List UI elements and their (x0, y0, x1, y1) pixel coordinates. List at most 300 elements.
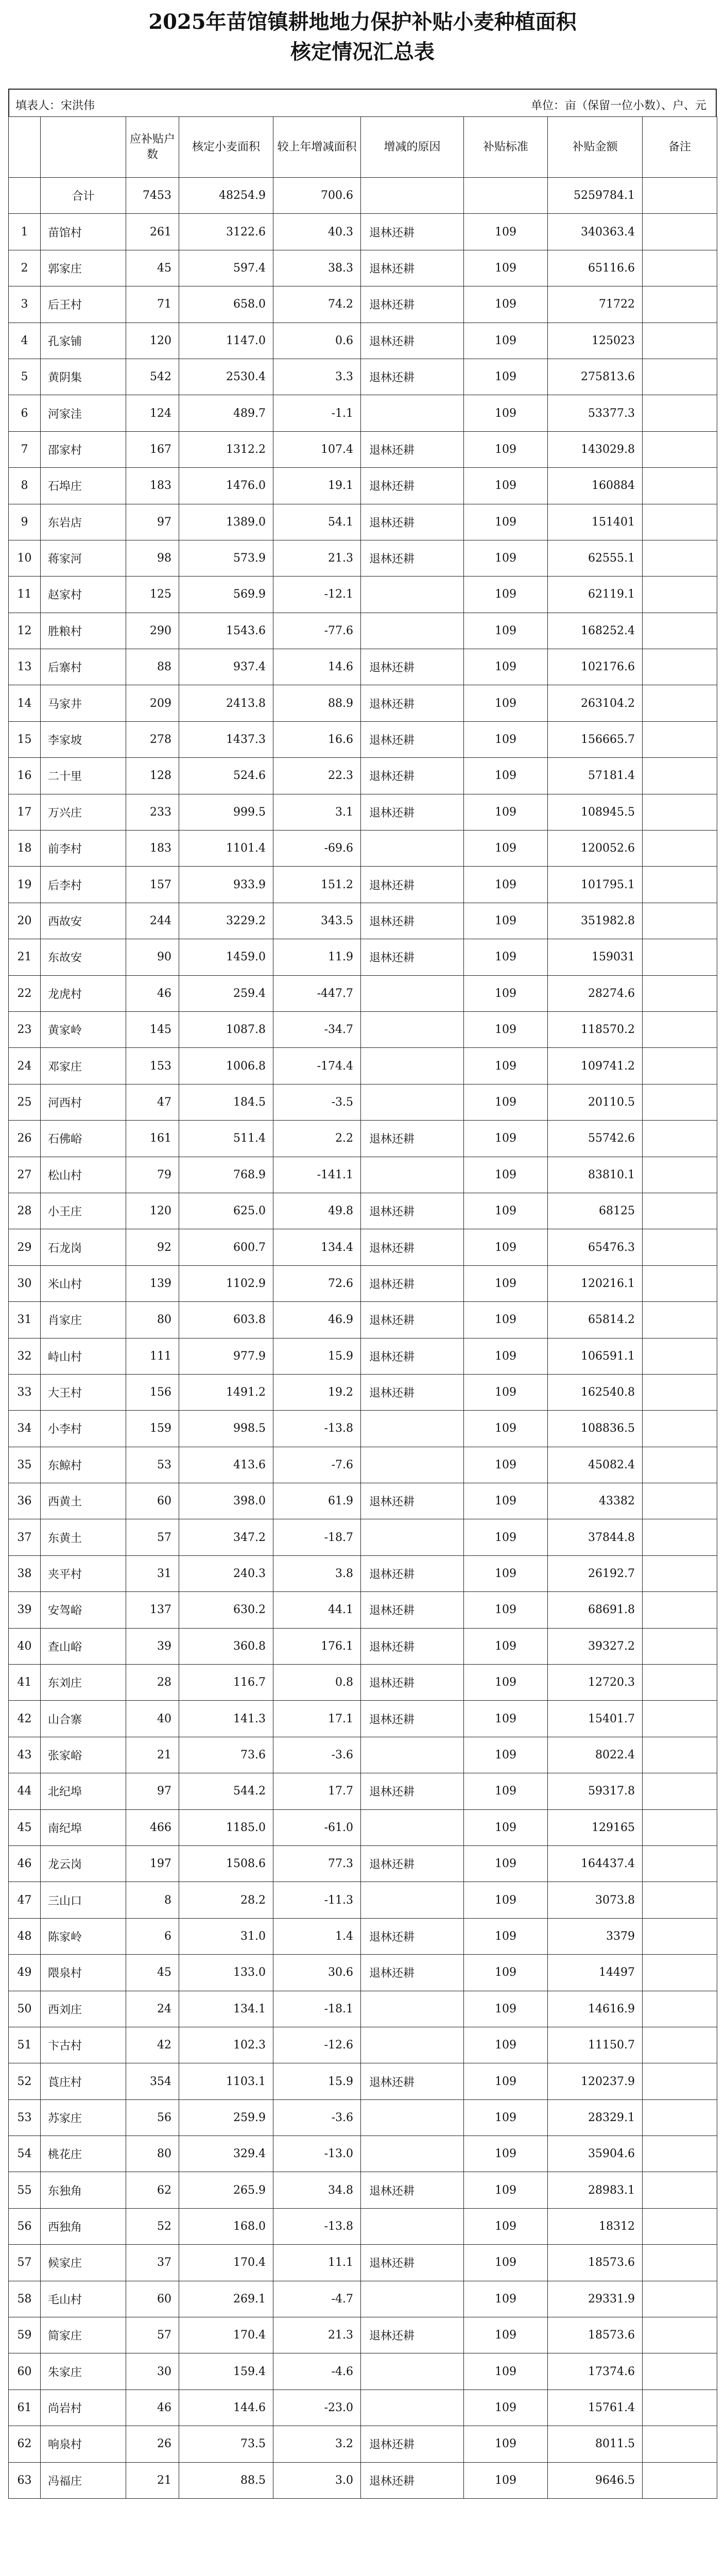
remark (643, 1519, 717, 1555)
change-reason (361, 2208, 464, 2244)
subsidy-standard: 109 (464, 794, 548, 830)
remark (643, 2063, 717, 2099)
area-change: -61.0 (273, 1809, 361, 1845)
area-change: 77.3 (273, 1845, 361, 1882)
table-row (9, 1121, 717, 1157)
wheat-area: 1087.8 (179, 1011, 273, 1047)
table-row (9, 1447, 717, 1483)
area-change: 11.9 (273, 939, 361, 975)
row-index: 24 (9, 1048, 41, 1084)
table-row (9, 721, 717, 757)
change-reason (361, 1157, 464, 1193)
village-name: 东岩店 (41, 504, 126, 540)
households: 21 (126, 2462, 179, 2498)
subsidy-amount: 29331.9 (548, 2281, 643, 2317)
header-village (41, 117, 126, 178)
remark (643, 2317, 717, 2353)
area-change: 46.9 (273, 1302, 361, 1338)
table-row (9, 2027, 717, 2063)
remark (643, 1628, 717, 1664)
table-row (9, 1665, 717, 1701)
subsidy-standard: 109 (464, 1302, 548, 1338)
table-row (9, 1048, 717, 1084)
subsidy-standard: 109 (464, 721, 548, 757)
change-reason (361, 1991, 464, 2027)
subsidy-amount: 8011.5 (548, 2426, 643, 2462)
village-name: 尚岩村 (41, 2389, 126, 2426)
subsidy-standard: 109 (464, 323, 548, 359)
village-name: 后王村 (41, 286, 126, 323)
document-title (0, 7, 725, 67)
wheat-area: 937.4 (179, 649, 273, 685)
wheat-area: 329.4 (179, 2136, 273, 2172)
village-name: 三山口 (41, 1882, 126, 1918)
change-reason: 退林还耕 (361, 2245, 464, 2281)
subsidy-amount: 162540.8 (548, 1374, 643, 1410)
total-change: 700.6 (273, 178, 361, 214)
village-name: 松山村 (41, 1157, 126, 1193)
subsidy-amount: 120052.6 (548, 831, 643, 867)
subsidy-standard: 109 (464, 1447, 548, 1483)
table-row (9, 1809, 717, 1845)
subsidy-amount: 14616.9 (548, 1991, 643, 2027)
wheat-area: 597.4 (179, 250, 273, 286)
remark (643, 831, 717, 867)
table-row (9, 323, 717, 359)
remark (643, 1665, 717, 1701)
table-row (9, 504, 717, 540)
total-row (9, 178, 717, 214)
households: 233 (126, 794, 179, 830)
wheat-area: 170.4 (179, 2245, 273, 2281)
area-change: -3.6 (273, 2099, 361, 2136)
change-reason (361, 1084, 464, 1120)
subsidy-amount: 53377.3 (548, 395, 643, 431)
total-remark (643, 178, 717, 214)
village-name: 黄家岭 (41, 1011, 126, 1047)
row-index: 63 (9, 2462, 41, 2498)
remark (643, 1048, 717, 1084)
table-row (9, 1773, 717, 1809)
change-reason: 退林还耕 (361, 1374, 464, 1410)
households: 354 (126, 2063, 179, 2099)
area-change: -12.1 (273, 577, 361, 613)
change-reason (361, 2099, 464, 2136)
village-name: 胜粮村 (41, 613, 126, 649)
row-index: 20 (9, 903, 41, 939)
change-reason: 退林还耕 (361, 2063, 464, 2099)
row-index: 5 (9, 359, 41, 395)
subsidy-standard: 109 (464, 431, 548, 467)
remark (643, 1592, 717, 1628)
remark (643, 758, 717, 794)
change-reason (361, 395, 464, 431)
village-name: 河家洼 (41, 395, 126, 431)
wheat-area: 2530.4 (179, 359, 273, 395)
wheat-area: 1491.2 (179, 1374, 273, 1410)
wheat-area: 134.1 (179, 1991, 273, 2027)
change-reason: 退林还耕 (361, 649, 464, 685)
households: 52 (126, 2208, 179, 2244)
area-change: 61.9 (273, 1483, 361, 1519)
change-reason (361, 613, 464, 649)
village-name: 李家坡 (41, 721, 126, 757)
subsidy-amount: 263104.2 (548, 685, 643, 721)
subsidy-amount: 108945.5 (548, 794, 643, 830)
village-name: 大王村 (41, 1374, 126, 1410)
change-reason: 退林还耕 (361, 468, 464, 504)
change-reason: 退林还耕 (361, 1338, 464, 1374)
area-change: 44.1 (273, 1592, 361, 1628)
row-index: 14 (9, 685, 41, 721)
table-row (9, 1411, 717, 1447)
area-change: 11.1 (273, 2245, 361, 2281)
subsidy-standard: 109 (464, 577, 548, 613)
change-reason: 退林还耕 (361, 1665, 464, 1701)
remark (643, 867, 717, 903)
subsidy-standard: 109 (464, 1338, 548, 1374)
households: 156 (126, 1374, 179, 1410)
subsidy-amount: 18573.6 (548, 2245, 643, 2281)
table-row (9, 1229, 717, 1265)
subsidy-standard: 109 (464, 1955, 548, 1991)
households: 137 (126, 1592, 179, 1628)
households: 197 (126, 1845, 179, 1882)
remark (643, 1265, 717, 1301)
remark (643, 794, 717, 830)
table-row (9, 1918, 717, 1954)
subsidy-standard: 109 (464, 685, 548, 721)
remark (643, 685, 717, 721)
remark (643, 1845, 717, 1882)
change-reason (361, 1011, 464, 1047)
area-change: 21.3 (273, 540, 361, 576)
subsidy-amount: 20110.5 (548, 1084, 643, 1120)
row-index: 4 (9, 323, 41, 359)
households: 60 (126, 1483, 179, 1519)
remark (643, 1773, 717, 1809)
subsidy-standard: 109 (464, 214, 548, 250)
table-row (9, 685, 717, 721)
households: 97 (126, 504, 179, 540)
village-name: 蒋家河 (41, 540, 126, 576)
area-change: 72.6 (273, 1265, 361, 1301)
subsidy-standard: 109 (464, 758, 548, 794)
village-name: 二十里 (41, 758, 126, 794)
village-name: 张家峪 (41, 1737, 126, 1773)
households: 209 (126, 685, 179, 721)
change-reason: 退林还耕 (361, 1628, 464, 1664)
village-name: 后李村 (41, 867, 126, 903)
wheat-area: 544.2 (179, 1773, 273, 1809)
table-row (9, 395, 717, 431)
wheat-area: 170.4 (179, 2317, 273, 2353)
row-index: 54 (9, 2136, 41, 2172)
wheat-area: 569.9 (179, 577, 273, 613)
table-row (9, 1483, 717, 1519)
change-reason: 退林还耕 (361, 758, 464, 794)
subsidy-amount: 120216.1 (548, 1265, 643, 1301)
change-reason: 退林还耕 (361, 540, 464, 576)
total-label: 合计 (41, 178, 126, 214)
remark (643, 1084, 717, 1120)
row-index: 7 (9, 431, 41, 467)
table-row (9, 831, 717, 867)
subsidy-standard: 109 (464, 250, 548, 286)
area-change: 34.8 (273, 2172, 361, 2208)
table-row (9, 214, 717, 250)
subsidy-amount: 160884 (548, 468, 643, 504)
subsidy-amount: 168252.4 (548, 613, 643, 649)
area-change: -1.1 (273, 395, 361, 431)
row-index: 45 (9, 1809, 41, 1845)
village-name: 石埠庄 (41, 468, 126, 504)
subsidy-amount: 129165 (548, 1809, 643, 1845)
households: 60 (126, 2281, 179, 2317)
row-index: 25 (9, 1084, 41, 1120)
row-index: 23 (9, 1011, 41, 1047)
wheat-area: 31.0 (179, 1918, 273, 1954)
wheat-area: 259.4 (179, 975, 273, 1011)
subsidy-amount: 62119.1 (548, 577, 643, 613)
subsidy-amount: 101795.1 (548, 867, 643, 903)
subsidy-amount: 143029.8 (548, 431, 643, 467)
subsidy-standard: 109 (464, 2208, 548, 2244)
area-change: -13.8 (273, 2208, 361, 2244)
wheat-area: 1102.9 (179, 1265, 273, 1301)
change-reason: 退林还耕 (361, 2462, 464, 2498)
change-reason: 退林还耕 (361, 286, 464, 323)
remark (643, 2462, 717, 2498)
subsidy-standard: 109 (464, 359, 548, 395)
subsidy-standard: 109 (464, 1048, 548, 1084)
subsidy-standard: 109 (464, 939, 548, 975)
table-row (9, 2245, 717, 2281)
remark (643, 1011, 717, 1047)
area-change: 2.2 (273, 1121, 361, 1157)
village-name: 峙山村 (41, 1338, 126, 1374)
table-row (9, 1845, 717, 1882)
subsidy-amount: 8022.4 (548, 1737, 643, 1773)
table-row (9, 794, 717, 830)
area-change: 15.9 (273, 2063, 361, 2099)
table-row (9, 2172, 717, 2208)
subsidy-standard: 109 (464, 1882, 548, 1918)
subsidy-amount: 65116.6 (548, 250, 643, 286)
subsidy-amount: 45082.4 (548, 1447, 643, 1483)
subsidy-standard: 109 (464, 2172, 548, 2208)
change-reason: 退林还耕 (361, 939, 464, 975)
table-row (9, 1011, 717, 1047)
area-change: 19.2 (273, 1374, 361, 1410)
table-row (9, 2281, 717, 2317)
row-index: 10 (9, 540, 41, 576)
subsidy-amount: 106591.1 (548, 1338, 643, 1374)
area-change: -174.4 (273, 1048, 361, 1084)
households: 125 (126, 577, 179, 613)
change-reason: 退林还耕 (361, 685, 464, 721)
subsidy-amount: 83810.1 (548, 1157, 643, 1193)
wheat-area: 3122.6 (179, 214, 273, 250)
change-reason (361, 1411, 464, 1447)
subsidy-amount: 65476.3 (548, 1229, 643, 1265)
subsidy-amount: 156665.7 (548, 721, 643, 757)
remark (643, 577, 717, 613)
remark (643, 1918, 717, 1954)
wheat-area: 1185.0 (179, 1809, 273, 1845)
remark (643, 1121, 717, 1157)
households: 98 (126, 540, 179, 576)
households: 97 (126, 1773, 179, 1809)
village-name: 石佛峪 (41, 1121, 126, 1157)
change-reason (361, 1048, 464, 1084)
area-change: 176.1 (273, 1628, 361, 1664)
remark (643, 1374, 717, 1410)
row-index: 34 (9, 1411, 41, 1447)
row-index: 42 (9, 1701, 41, 1737)
change-reason (361, 2353, 464, 2389)
village-name: 赵家村 (41, 577, 126, 613)
wheat-area: 630.2 (179, 1592, 273, 1628)
remark (643, 2281, 717, 2317)
table-row (9, 468, 717, 504)
remark (643, 903, 717, 939)
subsidy-amount: 18312 (548, 2208, 643, 2244)
title-line-1: 2025年苗馆镇耕地地力保护补贴小麦种植面积 (148, 10, 577, 34)
wheat-area: 116.7 (179, 1665, 273, 1701)
area-change: -11.3 (273, 1882, 361, 1918)
remark (643, 939, 717, 975)
subsidy-amount: 28274.6 (548, 975, 643, 1011)
subsidy-standard: 109 (464, 2136, 548, 2172)
header-amount: 补贴金额 (548, 117, 643, 178)
households: 46 (126, 2389, 179, 2426)
table-row (9, 2099, 717, 2136)
area-change: -34.7 (273, 1011, 361, 1047)
row-index: 51 (9, 2027, 41, 2063)
households: 47 (126, 1084, 179, 1120)
village-name: 后寨村 (41, 649, 126, 685)
subsidy-amount: 125023 (548, 323, 643, 359)
households: 37 (126, 2245, 179, 2281)
subsidy-standard: 109 (464, 286, 548, 323)
remark (643, 1737, 717, 1773)
change-reason: 退林还耕 (361, 1773, 464, 1809)
households: 153 (126, 1048, 179, 1084)
remark (643, 1229, 717, 1265)
table-row (9, 286, 717, 323)
area-change: -4.6 (273, 2353, 361, 2389)
table-row (9, 1302, 717, 1338)
village-name: 北纪埠 (41, 1773, 126, 1809)
row-index: 40 (9, 1628, 41, 1664)
change-reason: 退林还耕 (361, 1483, 464, 1519)
village-name: 郭家庄 (41, 250, 126, 286)
subsidy-amount: 102176.6 (548, 649, 643, 685)
wheat-area: 159.4 (179, 2353, 273, 2389)
subsidy-standard: 109 (464, 1701, 548, 1737)
row-index: 8 (9, 468, 41, 504)
table-row (9, 2208, 717, 2244)
total-households: 7453 (126, 178, 179, 214)
remark (643, 1447, 717, 1483)
row-index: 53 (9, 2099, 41, 2136)
subsidy-standard: 109 (464, 1519, 548, 1555)
wheat-area: 658.0 (179, 286, 273, 323)
area-change: 3.2 (273, 2426, 361, 2462)
subsidy-standard: 109 (464, 468, 548, 504)
remark (643, 1411, 717, 1447)
change-reason: 退林还耕 (361, 1701, 464, 1737)
row-index: 15 (9, 721, 41, 757)
row-index: 11 (9, 577, 41, 613)
subsidy-amount: 55742.6 (548, 1121, 643, 1157)
change-reason (361, 1447, 464, 1483)
subsidy-amount: 68691.8 (548, 1592, 643, 1628)
total-reason (361, 178, 464, 214)
village-name: 小李村 (41, 1411, 126, 1447)
households: 145 (126, 1011, 179, 1047)
subsidy-standard: 109 (464, 1483, 548, 1519)
households: 261 (126, 214, 179, 250)
wheat-area: 625.0 (179, 1193, 273, 1229)
subsidy-standard: 109 (464, 1991, 548, 2027)
households: 53 (126, 1447, 179, 1483)
village-name: 小王庄 (41, 1193, 126, 1229)
subsidy-standard: 109 (464, 1737, 548, 1773)
wheat-area: 1103.1 (179, 2063, 273, 2099)
area-change: 49.8 (273, 1193, 361, 1229)
subsidy-amount: 3073.8 (548, 1882, 643, 1918)
wheat-area: 600.7 (179, 1229, 273, 1265)
wheat-area: 102.3 (179, 2027, 273, 2063)
row-index: 59 (9, 2317, 41, 2353)
remark (643, 395, 717, 431)
area-change: -77.6 (273, 613, 361, 649)
change-reason: 退林还耕 (361, 1121, 464, 1157)
subsidy-amount: 14497 (548, 1955, 643, 1991)
subsidy-amount: 15761.4 (548, 2389, 643, 2426)
area-change: -3.6 (273, 1737, 361, 1773)
village-name: 莨庄村 (41, 2063, 126, 2099)
wheat-area: 73.6 (179, 1737, 273, 1773)
header-standard: 补贴标准 (464, 117, 548, 178)
change-reason (361, 2136, 464, 2172)
table-row (9, 2136, 717, 2172)
wheat-area: 524.6 (179, 758, 273, 794)
remark (643, 1555, 717, 1591)
area-change: 38.3 (273, 250, 361, 286)
row-index: 35 (9, 1447, 41, 1483)
remark (643, 431, 717, 467)
village-name: 东黄土 (41, 1519, 126, 1555)
wheat-area: 511.4 (179, 1121, 273, 1157)
row-index: 58 (9, 2281, 41, 2317)
remark (643, 323, 717, 359)
table-row (9, 2426, 717, 2462)
households: 26 (126, 2426, 179, 2462)
change-reason (361, 1737, 464, 1773)
area-change: -69.6 (273, 831, 361, 867)
change-reason: 退林还耕 (361, 1845, 464, 1882)
village-name: 邵家村 (41, 431, 126, 467)
subsidy-standard: 109 (464, 2063, 548, 2099)
households: 159 (126, 1411, 179, 1447)
compiler-label: 填表人：宋洪伟 (15, 99, 95, 112)
subsidy-amount: 159031 (548, 939, 643, 975)
area-change: -3.5 (273, 1084, 361, 1120)
households: 92 (126, 1229, 179, 1265)
